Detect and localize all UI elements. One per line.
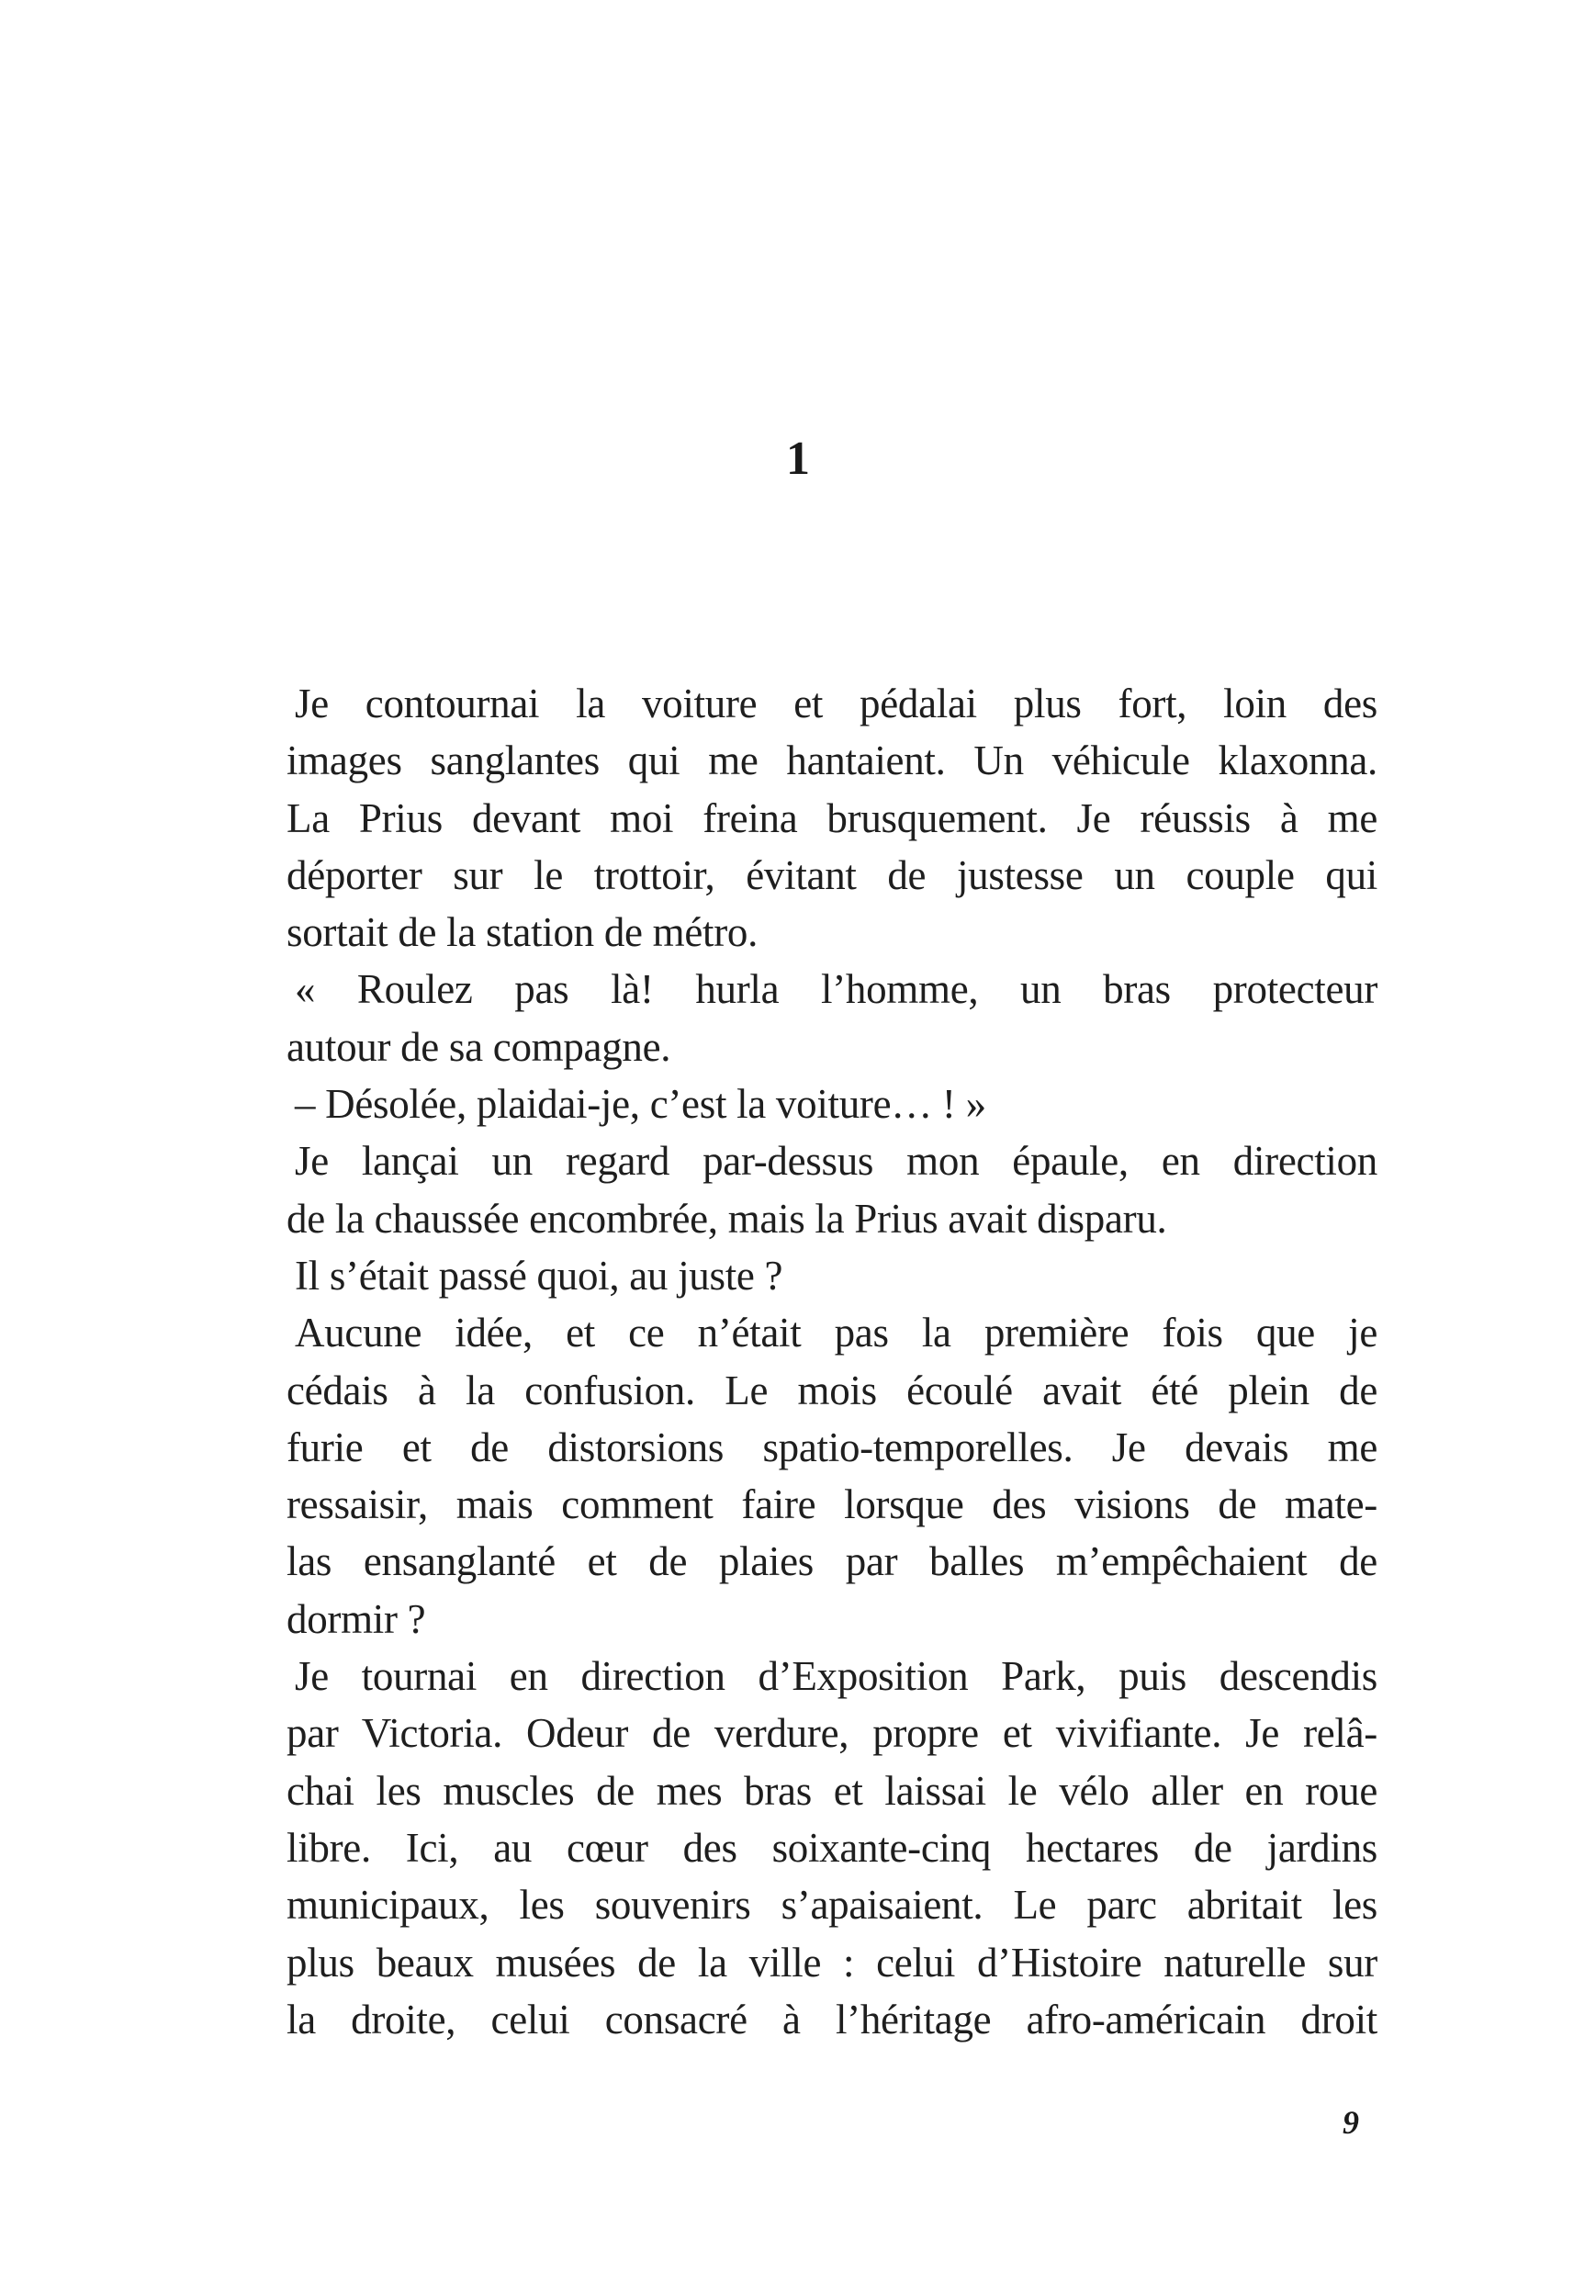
text-line: las ensanglanté et de plaies par balles m’empêchaient de — [287, 1538, 1377, 1585]
text-line: cédais à la confusion. Le mois écoulé avait été plein de — [287, 1367, 1377, 1413]
text-line: plus beaux musées de la ville : celui d’Histoire naturelle sur — [287, 1939, 1377, 1986]
page-number: 9 — [1343, 2104, 1359, 2141]
text-line: Je lançai un regard par-dessus mon épaule, en direction — [295, 1138, 1377, 1185]
text-line: Je tournai en direction d’Exposition Park, puis descendis — [295, 1653, 1377, 1700]
text-line: sortait de la station de métro. — [287, 909, 759, 956]
text-line: – Désolée, plaidai-je, c’est la voiture… ! » — [295, 1081, 986, 1128]
text-line: dormir ? — [287, 1595, 426, 1642]
text-line: images sanglantes qui me hantaient. Un véhicule klaxonna. — [287, 737, 1377, 784]
text-line: ressaisir, mais comment faire lorsque des visions de mate- — [287, 1481, 1377, 1528]
text-line: chai les muscles de mes bras et laissai le vélo aller en roue — [287, 1767, 1377, 1814]
text-line: Je contournai la voiture et pédalai plus fort, loin des — [295, 681, 1377, 726]
text-line: libre. Ici, au cœur des soixante-cinq hectares de jardins — [287, 1824, 1377, 1871]
text-line: Aucune idée, et ce n’était pas la première fois que je — [295, 1310, 1377, 1356]
text-line: furie et de distorsions spatio-temporelles. Je devais me — [287, 1424, 1377, 1470]
text-line: la droite, celui consacré à l’héritage afro-américain droit — [287, 1996, 1377, 2043]
text-line: La Prius devant moi freina brusquement. Je réussis à me — [287, 794, 1377, 841]
chapter-number: 1 — [786, 433, 810, 485]
text-line: de la chaussée encombrée, mais la Prius avait disparu. — [287, 1195, 1167, 1242]
text-line: « Roulez pas là! hurla l’homme, un bras protecteur — [295, 966, 1377, 1013]
text-line: autour de sa compagne. — [287, 1023, 671, 1070]
body-text — [287, 675, 1377, 2048]
text-line: déporter sur le trottoir, évitant de justesse un couple qui — [287, 851, 1377, 898]
text-line: municipaux, les souvenirs s’apaisaient. Le parc abritait les — [287, 1882, 1377, 1929]
text-line: par Victoria. Odeur de verdure, propre et vivifiante. Je relâ- — [287, 1710, 1377, 1757]
text-line: Il s’était passé quoi, au juste ? — [295, 1252, 783, 1299]
